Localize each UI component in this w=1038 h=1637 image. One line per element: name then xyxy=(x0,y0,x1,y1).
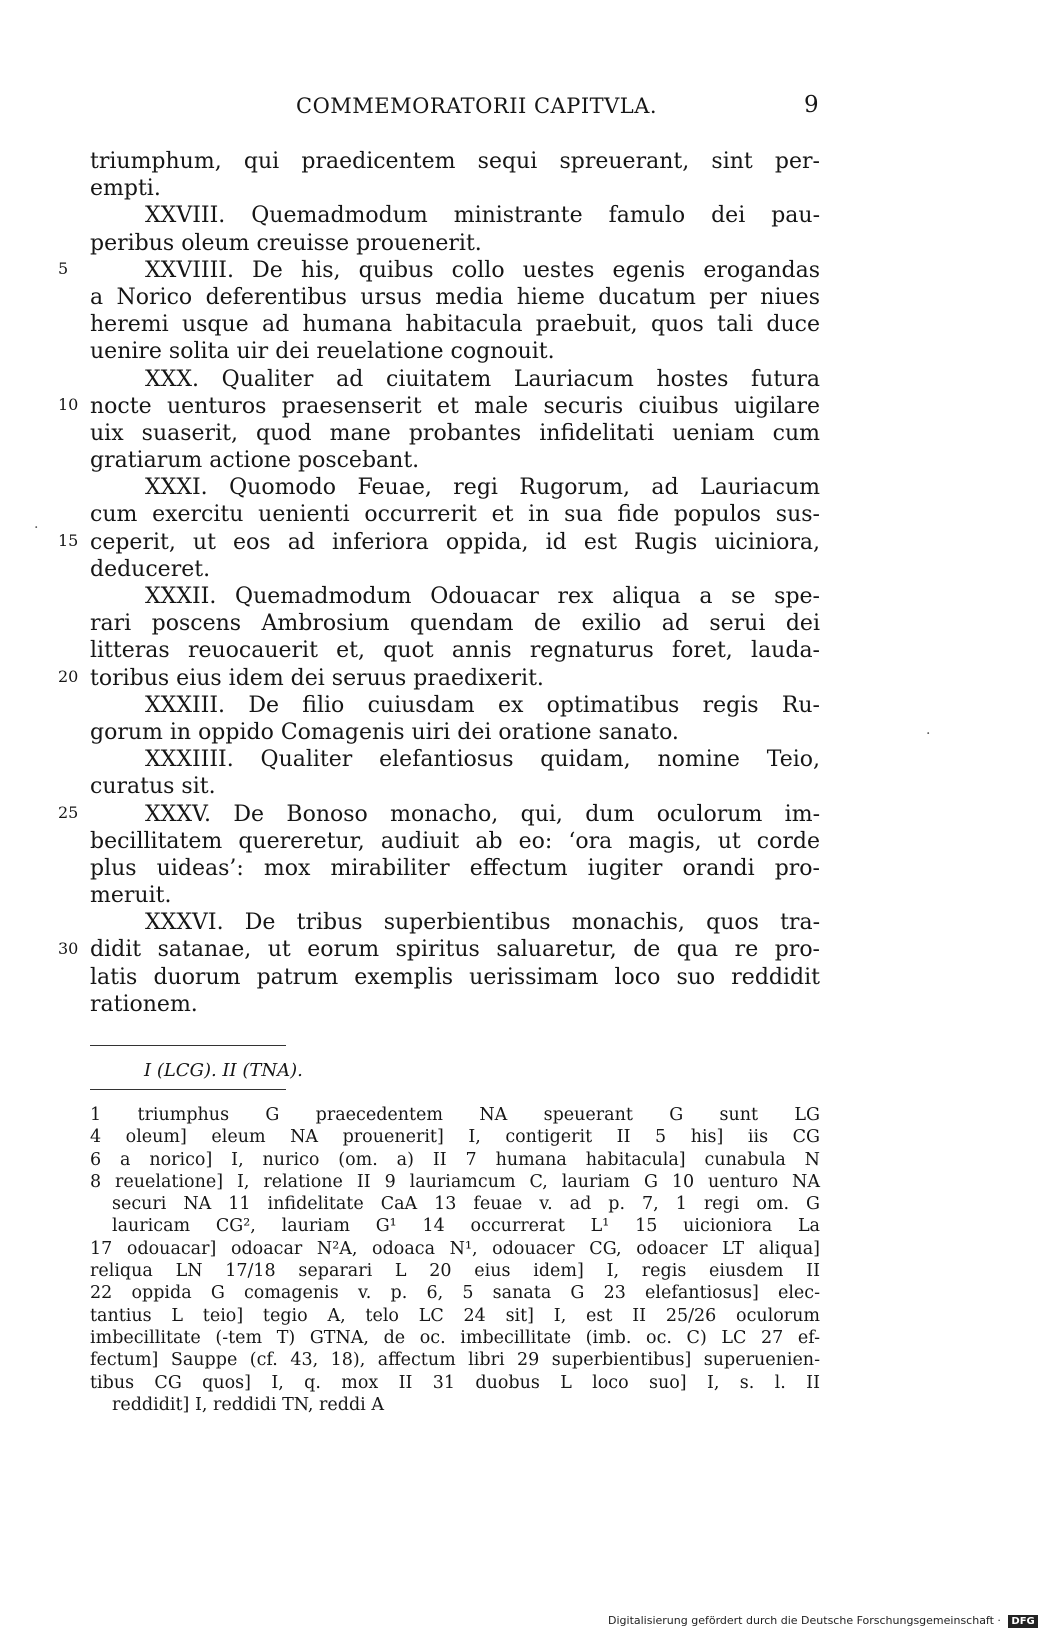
main-text-block xyxy=(58,148,820,1018)
line-number: 25 xyxy=(58,802,79,822)
text-line: cum exercitu uenienti occurrerit et in sua fide populos sus- xyxy=(90,502,820,528)
text-line: deduceret. xyxy=(90,556,211,582)
stray-dot-mark: · xyxy=(926,726,931,742)
text-line: gorum in oppido Comagenis uiri dei oratione sanato. xyxy=(90,719,679,745)
text-line: plus uideas’: mox mirabiliter effectum iugiter orandi pro- xyxy=(90,855,820,881)
line-number: 10 xyxy=(58,394,79,414)
text-line: curatus sit. xyxy=(90,774,216,800)
apparatus-line: reliqua LN 17/18 separari L 20 eius idem] I, regis eiusdem II xyxy=(90,1261,820,1282)
apparatus-line: 6 a norico] I, nurico (om. a) II 7 humana habitacula] cunabula N xyxy=(90,1149,820,1170)
text-line: toribus eius idem dei seruus praedixerit. xyxy=(90,665,544,691)
text-line: XXXVI. De tribus superbientibus monachis, quos tra- xyxy=(145,910,820,936)
text-line: XXXIIII. Qualiter elefantiosus quidam, nomine Teio, xyxy=(145,747,820,773)
text-line: becillitatem quereretur, audiuit ab eo: ‘ora magis, ut corde xyxy=(90,828,820,854)
text-line: didit satanae, ut eorum spiritus saluaretur, de qua re pro- xyxy=(90,937,820,963)
text-line: XXX. Qualiter ad ciuitatem Lauriacum hostes futura xyxy=(145,366,820,392)
text-line: peribus oleum creuisse prouenerit. xyxy=(90,230,482,256)
apparatus-line: fectum] Sauppe (cf. 43, 18), affectum libri 29 superbientibus] superuenien- xyxy=(90,1350,820,1371)
text-line: a Norico deferentibus ursus media hieme ducatum per niues xyxy=(90,284,820,310)
text-line: rari poscens Ambrosium quendam de exilio ad serui dei xyxy=(90,611,820,637)
apparatus-line: 17 odouacar] odoacar N²A, odoaca N¹, odouacer CG, odoacer LT aliqua] xyxy=(90,1238,820,1259)
apparatus-line: securi NA 11 infidelitate CaA 13 feuae v. ad p. 7, 1 regi om. G xyxy=(112,1194,820,1215)
text-line: uenire solita uir dei reuelatione cognouit. xyxy=(90,339,555,365)
manuscript-sigla: I (LCG). II (TNA). xyxy=(144,1060,303,1081)
text-line: triumphum, qui praedicentem sequi spreuerant, sint per- xyxy=(90,149,820,174)
line-number: 20 xyxy=(58,666,79,686)
funding-note xyxy=(608,1614,1038,1628)
text-line: XXXII. Quemadmodum Odouacar rex aliqua a se spe- xyxy=(145,584,820,609)
apparatus-line: lauricam CG², lauriam G¹ 14 occurrerat L¹ 15 uicioniora La xyxy=(112,1216,820,1237)
text-line: XXVIIII. De his, quibus collo uestes egenis erogandas xyxy=(145,257,820,283)
sigla-rule-bottom xyxy=(90,1089,286,1090)
text-line: litteras reuocauerit et, quot annis regnaturus foret, lauda- xyxy=(90,638,820,664)
apparatus-line: reddidit] I, reddidi TN, reddi A xyxy=(112,1394,384,1415)
text-line: meruit. xyxy=(90,883,172,909)
apparatus-line: 8 reuelatione] I, relatione II 9 lauriamcum C, lauriam G 10 uenturo NA xyxy=(90,1171,820,1192)
text-line: heremi usque ad humana habitacula praebuit, quos tali duce xyxy=(90,312,820,338)
text-line: XXVIII. Quemadmodum ministrante famulo dei pau- xyxy=(145,203,820,229)
text-line: latis duorum patrum exemplis uerissimam loco suo reddidit xyxy=(90,964,820,990)
running-head: COMMEMORATORII CAPITVLA. xyxy=(296,94,658,118)
apparatus-line: tantius L teio] tegio A, telo LC 24 sit] I, est II 25/26 oculorum xyxy=(90,1305,820,1326)
text-line: XXXI. Quomodo Feuae, regi Rugorum, ad Lauriacum xyxy=(145,475,820,501)
apparatus-line: 1 triumphus G praecedentem NA speuerant G sunt LG xyxy=(90,1105,820,1125)
apparatus-line: imbecillitate (-tem T) GTNA, de oc. imbecillitate (imb. oc. C) LC 27 ef- xyxy=(90,1327,820,1348)
apparatus-line: tibus CG quos] I, q. mox II 31 duobus L loco suo] I, s. l. II xyxy=(90,1372,820,1393)
text-line: XXXV. De Bonoso monacho, qui, dum oculorum im- xyxy=(145,801,820,827)
text-line: rationem. xyxy=(90,991,198,1017)
text-line: empti. xyxy=(90,176,161,202)
text-line: ceperit, ut eos ad inferiora oppida, id est Rugis uiciniora, xyxy=(90,529,820,555)
text-line: uix suaserit, quod mane probantes infidelitati ueniam cum xyxy=(90,420,820,446)
text-line: gratiarum actione poscebant. xyxy=(90,448,420,474)
apparatus-line: 4 oleum] eleum NA prouenerit] I, contigerit II 5 his] iis CG xyxy=(90,1127,820,1148)
page-number: 9 xyxy=(804,92,819,118)
text-line: XXXIII. De filio cuiusdam ex optimatibus regis Ru- xyxy=(145,692,820,718)
critical-apparatus xyxy=(90,1104,820,1416)
dfg-logo-icon: DFG xyxy=(1008,1615,1037,1628)
sigla-rule-top xyxy=(90,1045,286,1046)
line-number: 15 xyxy=(58,530,79,550)
text-line: nocte uenturos praesenserit et male securis ciuibus uigilare xyxy=(90,393,820,419)
line-number: 30 xyxy=(58,938,79,958)
stray-dot-mark: . xyxy=(34,516,39,532)
line-number: 5 xyxy=(58,258,69,278)
apparatus-line: 22 oppida G comagenis v. p. 6, 5 sanata G 23 elefantiosus] elec- xyxy=(90,1283,820,1304)
funding-text: Digitalisierung gefördert durch die Deutsche Forschungsgemeinschaft · xyxy=(608,1614,1001,1627)
